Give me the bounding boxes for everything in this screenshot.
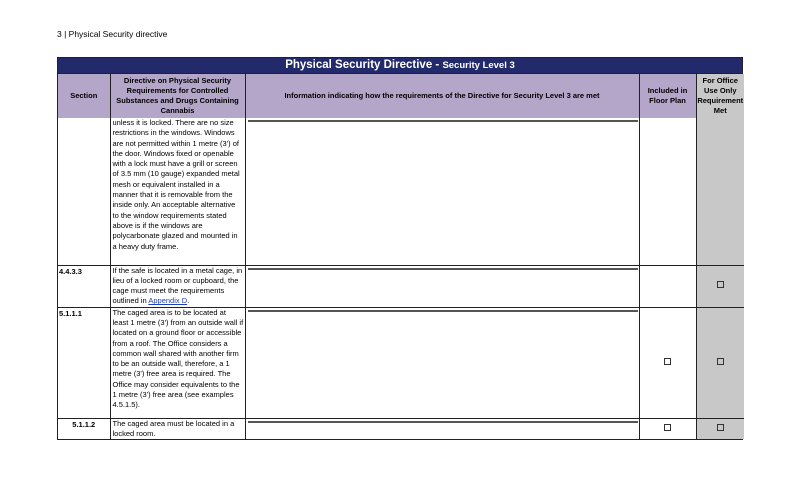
form-title-sub: Security Level 3 bbox=[442, 60, 515, 71]
office-requirement-met-checkbox[interactable] bbox=[717, 358, 724, 365]
section-number: 4.4.3.3 bbox=[58, 265, 110, 307]
information-input-box[interactable] bbox=[248, 310, 638, 312]
table-header-row bbox=[58, 74, 744, 118]
directive-text-end: . bbox=[187, 296, 190, 306]
directive-text-part: If the safe is located in a metal cage, in lieu of a locked room or cupboard, the cage must meet the requirements outlined in bbox=[112, 265, 243, 306]
directive-form bbox=[57, 57, 743, 440]
column-header-floor-plan: Included in Floor Plan bbox=[639, 74, 696, 118]
form-title-main: Physical Security Directive - bbox=[285, 59, 443, 71]
information-input[interactable] bbox=[245, 118, 639, 265]
office-use-cell bbox=[696, 265, 744, 307]
office-use-cell bbox=[696, 418, 744, 439]
information-input[interactable] bbox=[245, 418, 639, 439]
floor-plan-checkbox[interactable] bbox=[664, 424, 671, 431]
office-requirement-met-checkbox[interactable] bbox=[717, 281, 724, 288]
directive-table bbox=[58, 74, 744, 439]
section-number bbox=[58, 118, 110, 265]
running-header: 3 | Physical Security directive bbox=[57, 29, 168, 39]
information-input-box[interactable] bbox=[248, 268, 638, 270]
table-row bbox=[58, 265, 744, 307]
section-number: 5.1.1.1 bbox=[58, 307, 110, 418]
table-row bbox=[58, 418, 744, 439]
table-row bbox=[58, 118, 744, 265]
column-header-information: Information indicating how the requirements of the Directive for Security Level 3 are met bbox=[245, 74, 639, 118]
floor-plan-cell bbox=[639, 265, 696, 307]
office-use-cell bbox=[696, 118, 744, 265]
table-row bbox=[58, 307, 744, 418]
information-input-box[interactable] bbox=[248, 421, 638, 423]
column-header-section: Section bbox=[58, 74, 110, 118]
directive-text: The caged area must be located in a locked room. bbox=[110, 418, 245, 439]
directive-text bbox=[110, 265, 245, 307]
floor-plan-checkbox[interactable] bbox=[664, 358, 671, 365]
section-number: 5.1.1.2 bbox=[58, 418, 110, 439]
floor-plan-cell bbox=[639, 307, 696, 418]
office-use-cell bbox=[696, 307, 744, 418]
information-input[interactable] bbox=[245, 265, 639, 307]
directive-text: The caged area is to be located at least 1 metre (3') from an outside wall if located on a ground floor or accessible from a roof. The Office considers a common wall shared with another firm to be an outside wall, therefore, a 1 metre (3') free area is required. The Office may consider equivalents to the 1 metre (3') free area (see examples 4.5.1.5). bbox=[110, 307, 245, 418]
information-input-box[interactable] bbox=[248, 120, 638, 122]
column-header-office-use: For Office Use Only Requirement Met bbox=[696, 74, 744, 118]
directive-text: unless it is locked. There are no size restrictions in the windows. Windows are not permitted within 1 metre (3') of the door. Windows fixed or openable with a lock must have a grill or screen of 3.5 mm (10 gauge) expanded metal mesh or equivalent installed in a manner that it is removable from the inside only. An acceptable alternative to the window requirements stated above is if the windows are polycarbonate glazed and mounted in a heavy duty frame. bbox=[110, 118, 245, 265]
information-input[interactable] bbox=[245, 307, 639, 418]
appendix-d-link[interactable]: Appendix D bbox=[148, 296, 188, 306]
column-header-directive: Directive on Physical Security Requirements for Controlled Substances and Drugs Containing Cannabis bbox=[110, 74, 245, 118]
form-title bbox=[58, 58, 742, 74]
floor-plan-cell bbox=[639, 418, 696, 439]
office-requirement-met-checkbox[interactable] bbox=[717, 424, 724, 431]
floor-plan-cell bbox=[639, 118, 696, 265]
